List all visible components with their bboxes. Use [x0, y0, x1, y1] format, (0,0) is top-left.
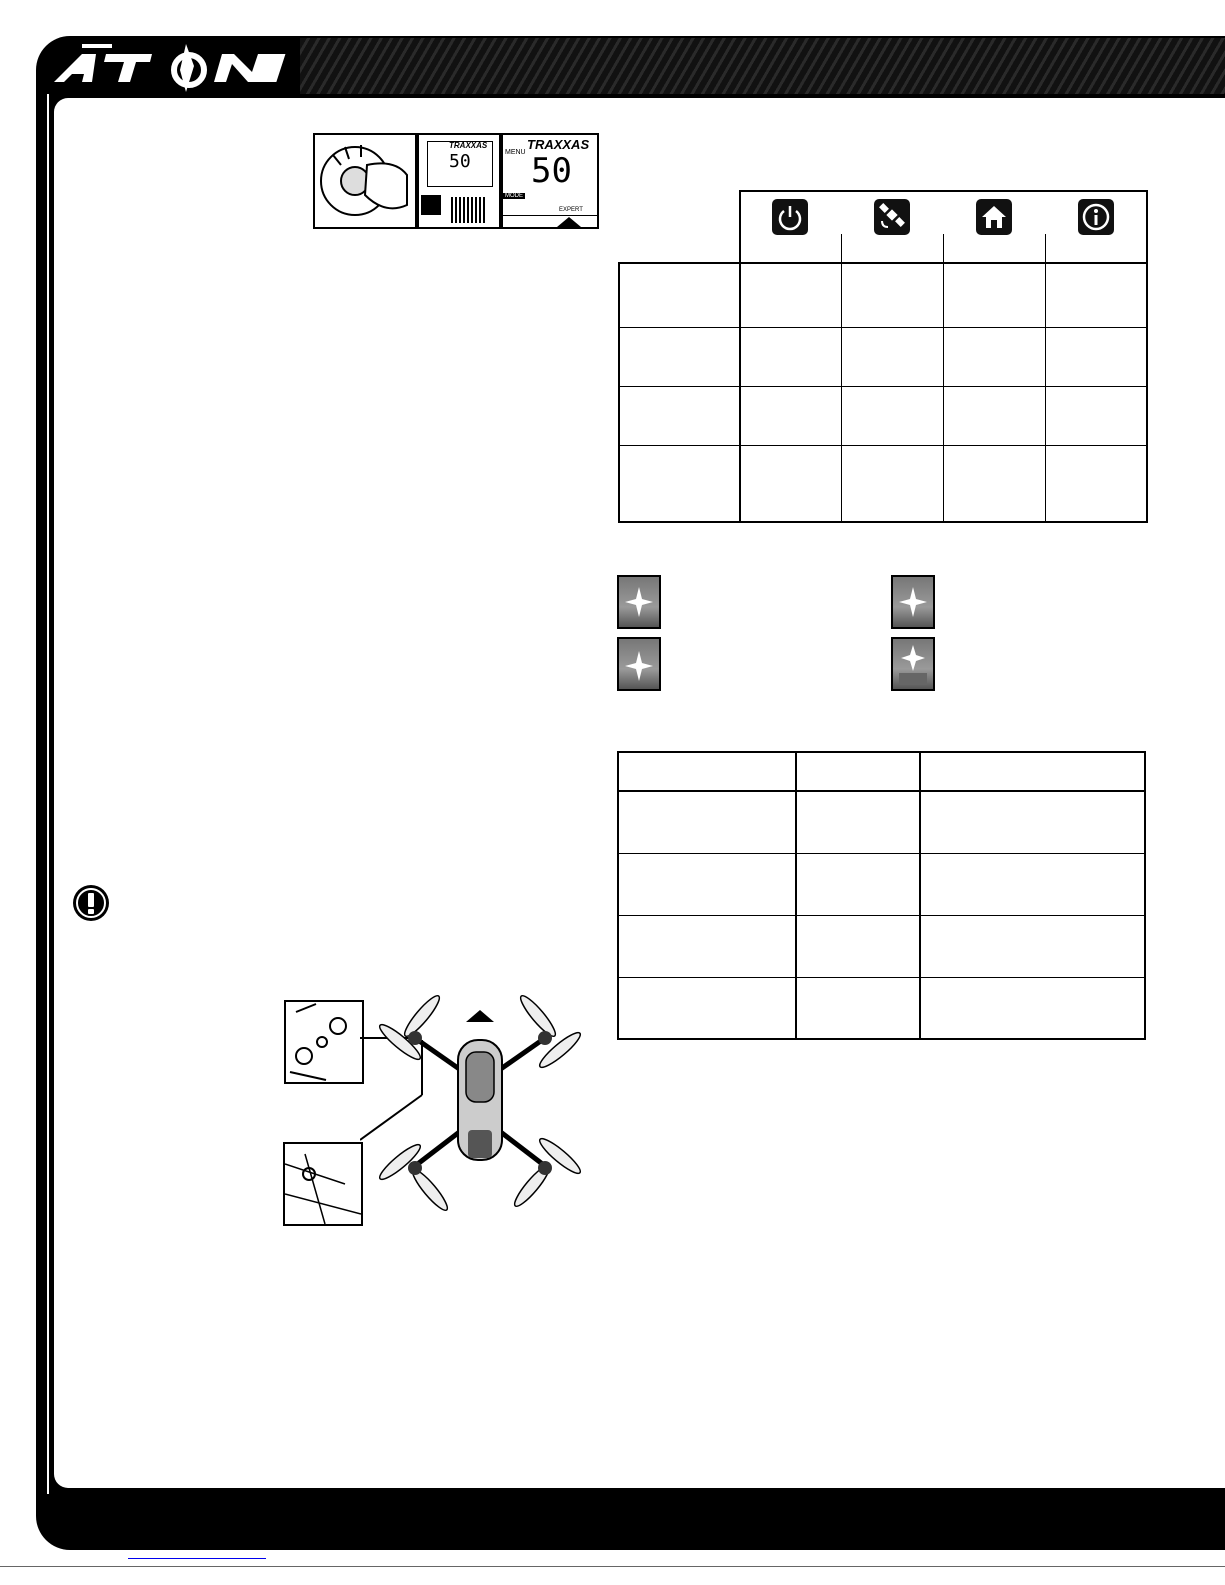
display-brand-small: TRAXXAS [449, 141, 488, 150]
header-stripes [300, 38, 1225, 94]
warning-icon [73, 885, 109, 921]
display-value-small: 50 [449, 151, 471, 172]
status-table [618, 190, 1148, 523]
display-value-large: 50 [531, 151, 572, 191]
display-mode-label: MODE [505, 193, 523, 199]
led-indicator-image-3 [617, 637, 661, 691]
motor-detail-image-bottom [283, 1142, 363, 1226]
display-expert-label: EXPERT [559, 207, 583, 213]
led-indicator-image-4 [891, 637, 935, 691]
transmitter-screen-small [417, 133, 501, 229]
home-icon [976, 199, 1012, 235]
transmitter-screen-large [501, 133, 599, 229]
frame-inner-line [47, 94, 49, 1494]
display-brand-large: TRAXXAS [527, 137, 590, 152]
motor-detail-image-top [284, 1000, 364, 1084]
led-indicator-image-2 [891, 575, 935, 629]
info-icon [1078, 199, 1114, 235]
aton-logo [46, 40, 306, 96]
power-icon [772, 199, 808, 235]
triangle-up-icon [557, 217, 581, 227]
drone-top-view-image [360, 990, 590, 1220]
mode-table [617, 751, 1146, 1040]
bottom-link-underline[interactable] [128, 1558, 266, 1559]
led-indicator-image-1 [617, 575, 661, 629]
satellite-icon [874, 199, 910, 235]
display-menu-label: MENU [505, 149, 526, 156]
bottom-rule [0, 1566, 1225, 1567]
transmitter-hand-image [313, 133, 417, 229]
